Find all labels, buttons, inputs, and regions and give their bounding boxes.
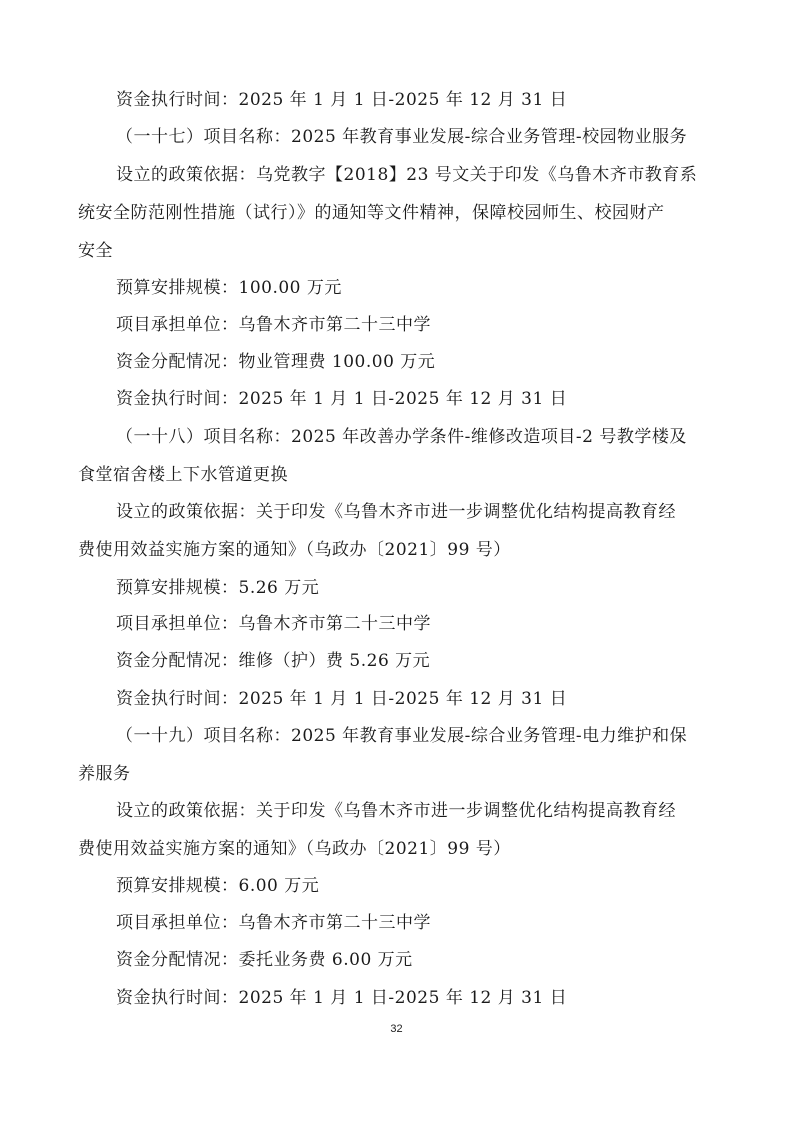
text-line: 项目承担单位：乌鲁木齐市第二十三中学 (116, 614, 431, 634)
text-line: 资金分配情况：委托业务费 6.00 万元 (116, 950, 413, 970)
text-line: 费使用效益实施方案的通知》（乌政办〔2021〕99 号） (78, 540, 511, 560)
text-line: 食堂宿舍楼上下水管道更换 (78, 465, 288, 485)
text-line: 设立的政策依据：乌党教字【2018】23 号文关于印发《乌鲁木齐市教育系 (116, 165, 698, 185)
text-line: 项目承担单位：乌鲁木齐市第二十三中学 (116, 913, 431, 933)
text-line: 预算安排规模：5.26 万元 (116, 578, 320, 598)
text-line: 资金分配情况：维修（护）费 5.26 万元 (116, 651, 431, 671)
section-heading: （一十八）项目名称：2025 年改善办学条件-维修改造项目-2 号教学楼及 (116, 427, 687, 447)
text-line: 资金执行时间：2025 年 1 月 1 日-2025 年 12 月 31 日 (116, 988, 568, 1008)
text-line: 费使用效益实施方案的通知》（乌政办〔2021〕99 号） (78, 839, 511, 859)
text-line: 养服务 (78, 764, 131, 784)
text-line: 统安全防范刚性措施（试行）》的通知等文件精神，保障校园师生、校园财产 (78, 203, 665, 223)
text-line: 资金执行时间：2025 年 1 月 1 日-2025 年 12 月 31 日 (116, 689, 568, 709)
text-line: 资金执行时间：2025 年 1 月 1 日-2025 年 12 月 31 日 (116, 90, 568, 110)
text-line: 设立的政策依据：关于印发《乌鲁木齐市进一步调整优化结构提高教育经 (116, 502, 676, 522)
text-line: 预算安排规模：6.00 万元 (116, 876, 320, 896)
text-line: 资金分配情况：物业管理费 100.00 万元 (116, 352, 436, 372)
page-number: 32 (390, 1023, 403, 1035)
text-line: 项目承担单位：乌鲁木齐市第二十三中学 (116, 315, 431, 335)
text-line: 资金执行时间：2025 年 1 月 1 日-2025 年 12 月 31 日 (116, 389, 568, 409)
section-heading: （一十七）项目名称：2025 年教育事业发展-综合业务管理-校园物业服务 (116, 127, 688, 147)
section-heading: （一十九）项目名称：2025 年教育事业发展-综合业务管理-电力维护和保 (116, 726, 688, 746)
text-line: 安全 (78, 241, 113, 261)
text-line: 预算安排规模：100.00 万元 (116, 278, 342, 298)
text-line: 设立的政策依据：关于印发《乌鲁木齐市进一步调整优化结构提高教育经 (116, 801, 676, 821)
